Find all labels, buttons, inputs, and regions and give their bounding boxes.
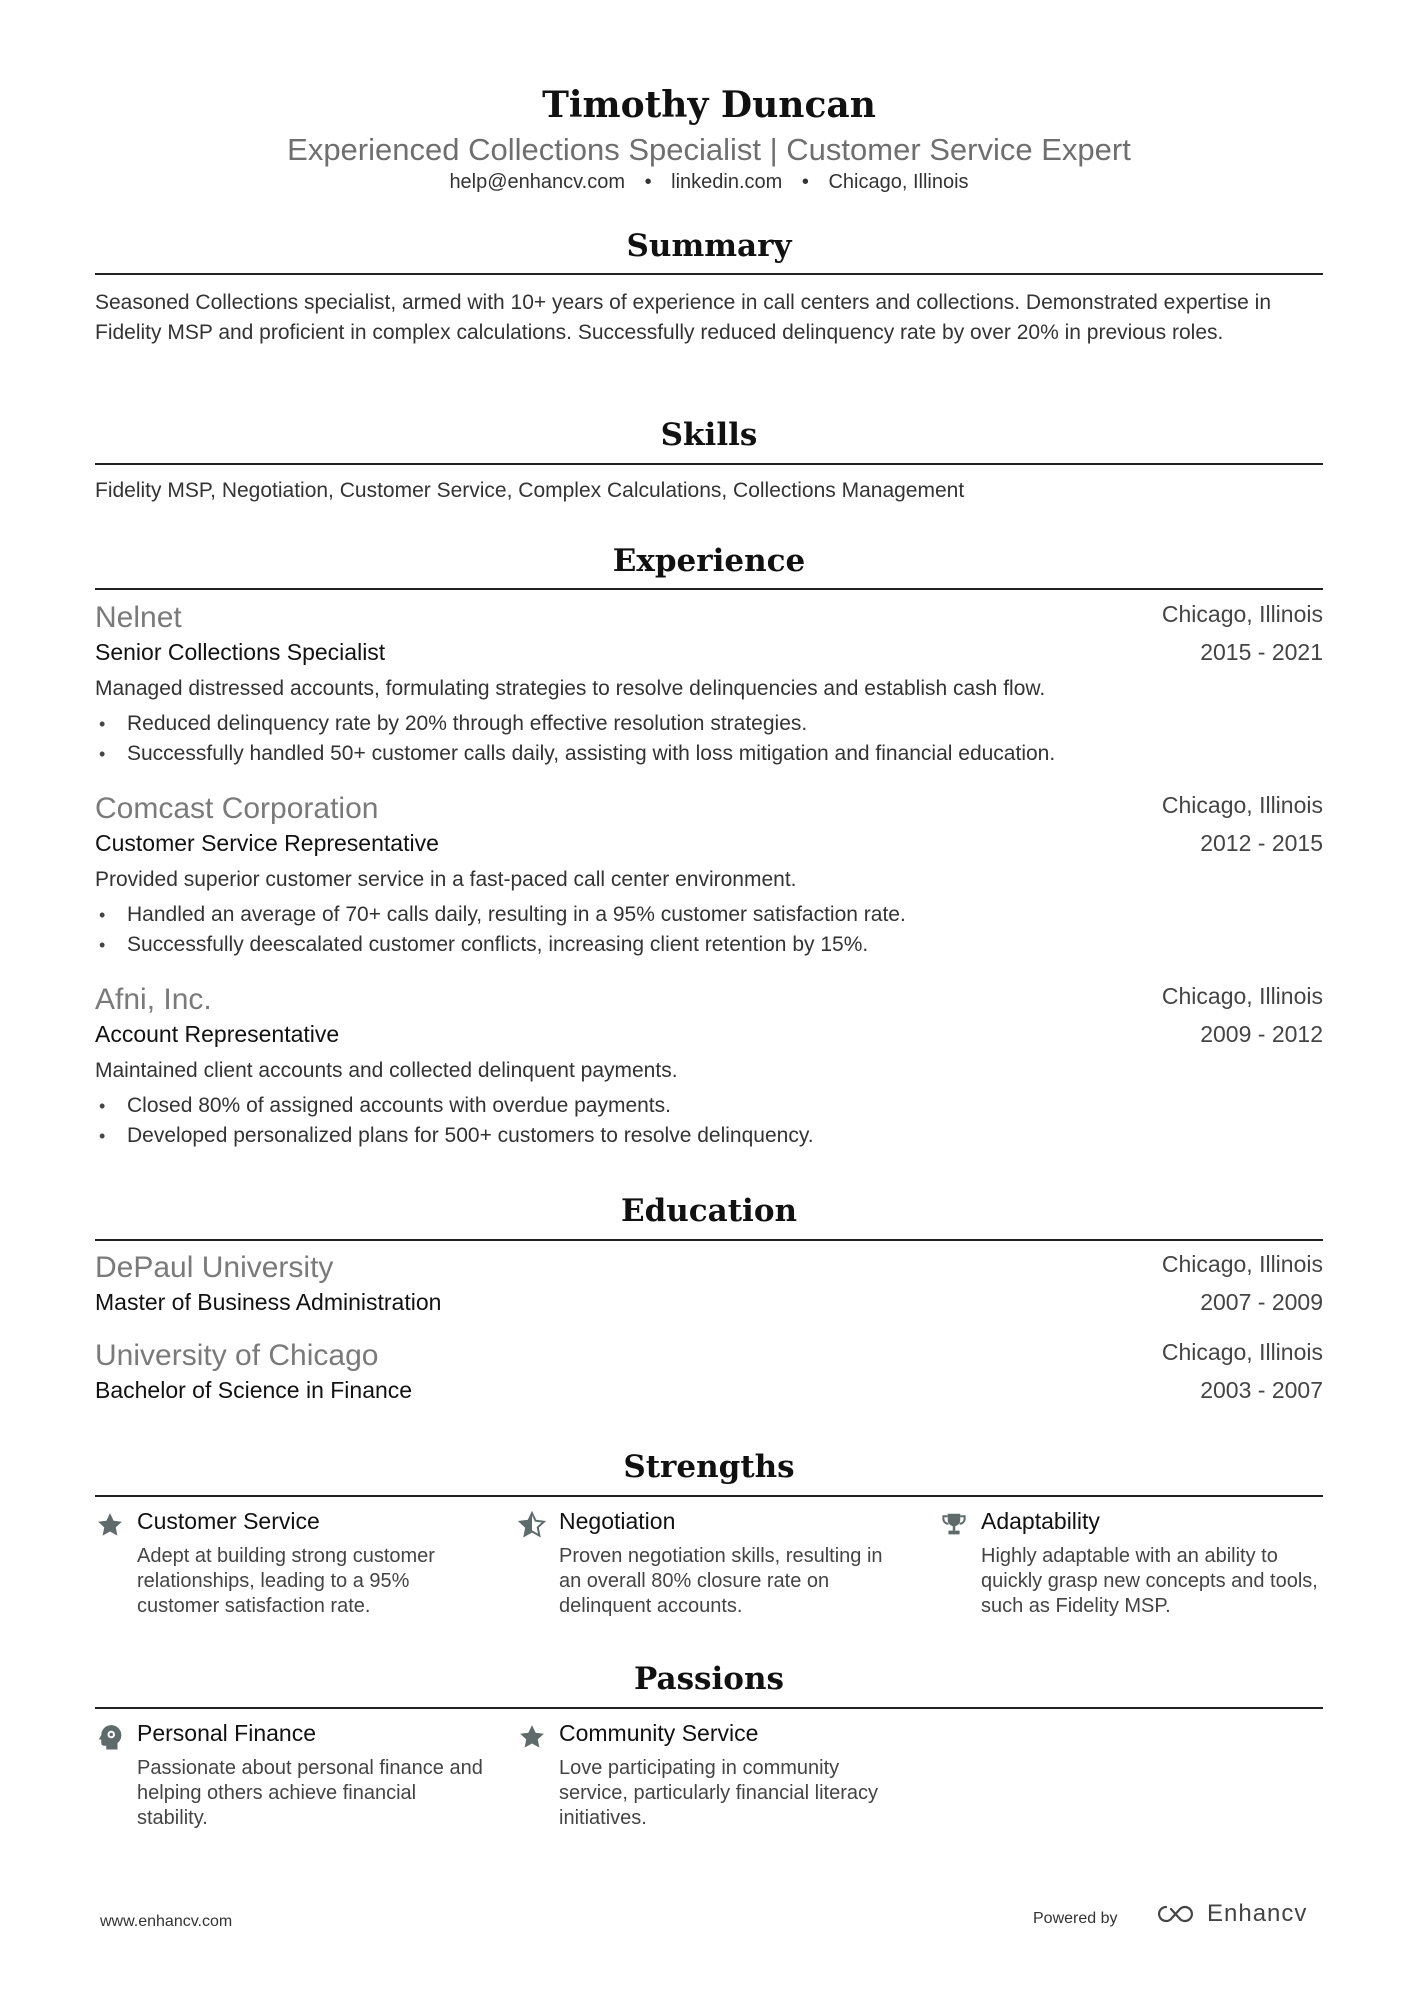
job-location: Chicago, Illinois <box>1161 792 1323 818</box>
bullet-separator: • <box>644 171 652 193</box>
candidate-name: Timothy Duncan <box>542 84 876 126</box>
section-divider <box>95 1707 1323 1709</box>
job-location: Chicago, Illinois <box>1161 601 1323 627</box>
strength-text: Adept at building strong customer relationships, leading to a 95% customer satisfaction rate. <box>137 1545 435 1617</box>
degree-name: Master of Business Administration <box>95 1289 442 1315</box>
section-divider <box>95 273 1323 275</box>
contact-linkedin[interactable]: linkedin.com <box>671 171 783 193</box>
brand-name: Enhancv <box>1207 1900 1308 1927</box>
strength-text: Highly adaptable with an ability to quickly grasp new concepts and tools, such as Fidelity MSP. <box>981 1545 1318 1617</box>
half-star-icon <box>517 1510 547 1540</box>
bullet-separator: • <box>801 171 809 193</box>
achievement-item: • Successfully deescalated customer conflicts, increasing client retention by 15%. <box>95 930 906 960</box>
section-title-skills: Skills <box>660 417 758 453</box>
enhancv-logo-icon <box>1153 1902 1199 1926</box>
achievement-list <box>95 709 1055 769</box>
job-description: Managed distressed accounts, formulating strategies to resolve delinquencies and establish cash flow. <box>95 677 1046 700</box>
company-name: Comcast Corporation <box>95 792 379 825</box>
achievement-list <box>95 900 906 960</box>
section-title-experience: Experience <box>612 543 806 579</box>
section-title-summary: Summary <box>626 228 792 264</box>
job-title: Account Representative <box>95 1021 340 1047</box>
passion-text: Love participating in community service, particularly financial literacy initiatives. <box>559 1757 879 1829</box>
education-dates: 2003 - 2007 <box>1200 1377 1323 1403</box>
degree-name: Bachelor of Science in Finance <box>95 1377 413 1403</box>
contact-email[interactable]: help@enhancv.com <box>449 171 626 193</box>
school-location: Chicago, Illinois <box>1161 1339 1323 1365</box>
section-divider <box>95 1239 1323 1241</box>
school-name: University of Chicago <box>95 1339 379 1372</box>
head-icon <box>95 1722 125 1752</box>
skills-text: Fidelity MSP, Negotiation, Customer Service, Complex Calculations, Collections Management <box>95 479 965 502</box>
section-title-education: Education <box>620 1193 798 1229</box>
job-dates: 2015 - 2021 <box>1200 639 1323 665</box>
job-location: Chicago, Illinois <box>1161 983 1323 1009</box>
passion-text: Passionate about personal finance and helping others achieve financial stability. <box>137 1757 483 1829</box>
contact-line <box>95 171 1323 194</box>
job-dates: 2012 - 2015 <box>1200 830 1323 856</box>
section-divider <box>95 1495 1323 1497</box>
achievement-item: • Closed 80% of assigned accounts with overdue payments. <box>95 1091 814 1121</box>
strength-title: Adaptability <box>981 1508 1100 1534</box>
company-name: Nelnet <box>95 601 182 634</box>
section-divider <box>95 463 1323 465</box>
school-location: Chicago, Illinois <box>1161 1251 1323 1277</box>
job-title: Customer Service Representative <box>95 830 439 856</box>
achievement-item: • Handled an average of 70+ calls daily, resulting in a 95% customer satisfaction rate. <box>95 900 906 930</box>
strength-text: Proven negotiation skills, resulting in an overall 80% closure rate on delinquent accounts. <box>559 1545 883 1617</box>
summary-text: Seasoned Collections specialist, armed with 10+ years of experience in call centers and collections. Demonstrated expertise in Fidelity MSP and proficient in complex calculations. Successfully reduced delinquency rate by over 20% in previous roles. <box>95 291 1272 344</box>
company-name: Afni, Inc. <box>95 983 212 1016</box>
achievement-item: • Developed personalized plans for 500+ customers to resolve delinquency. <box>95 1121 814 1151</box>
job-dates: 2009 - 2012 <box>1200 1021 1323 1047</box>
section-title-strengths: Strengths <box>623 1449 795 1485</box>
enhancv-logo[interactable] <box>1153 1900 1307 1928</box>
footer-website-link[interactable]: www.enhancv.com <box>100 1913 233 1930</box>
achievement-item: • Successfully handled 50+ customer calls daily, assisting with loss mitigation and financial education. <box>95 739 1055 769</box>
candidate-headline: Experienced Collections Specialist | Customer Service Expert <box>287 132 1131 167</box>
achievement-item: • Reduced delinquency rate by 20% through effective resolution strategies. <box>95 709 1055 739</box>
strength-title: Customer Service <box>137 1508 320 1534</box>
star-icon <box>95 1510 125 1540</box>
section-title-passions: Passions <box>634 1661 784 1697</box>
trophy-icon <box>939 1510 969 1540</box>
passion-title: Personal Finance <box>137 1720 316 1746</box>
powered-by-label: Powered by <box>1033 1910 1118 1927</box>
achievement-list <box>95 1091 814 1151</box>
job-description: Provided superior customer service in a fast-paced call center environment. <box>95 868 797 891</box>
school-name: DePaul University <box>95 1251 334 1284</box>
passion-title: Community Service <box>559 1720 759 1746</box>
job-description: Maintained client accounts and collected delinquent payments. <box>95 1059 678 1082</box>
education-dates: 2007 - 2009 <box>1200 1289 1323 1315</box>
contact-location: Chicago, Illinois <box>828 171 969 193</box>
strength-title: Negotiation <box>559 1508 676 1534</box>
job-title: Senior Collections Specialist <box>95 639 386 665</box>
star-icon <box>517 1722 547 1752</box>
section-divider <box>95 588 1323 590</box>
